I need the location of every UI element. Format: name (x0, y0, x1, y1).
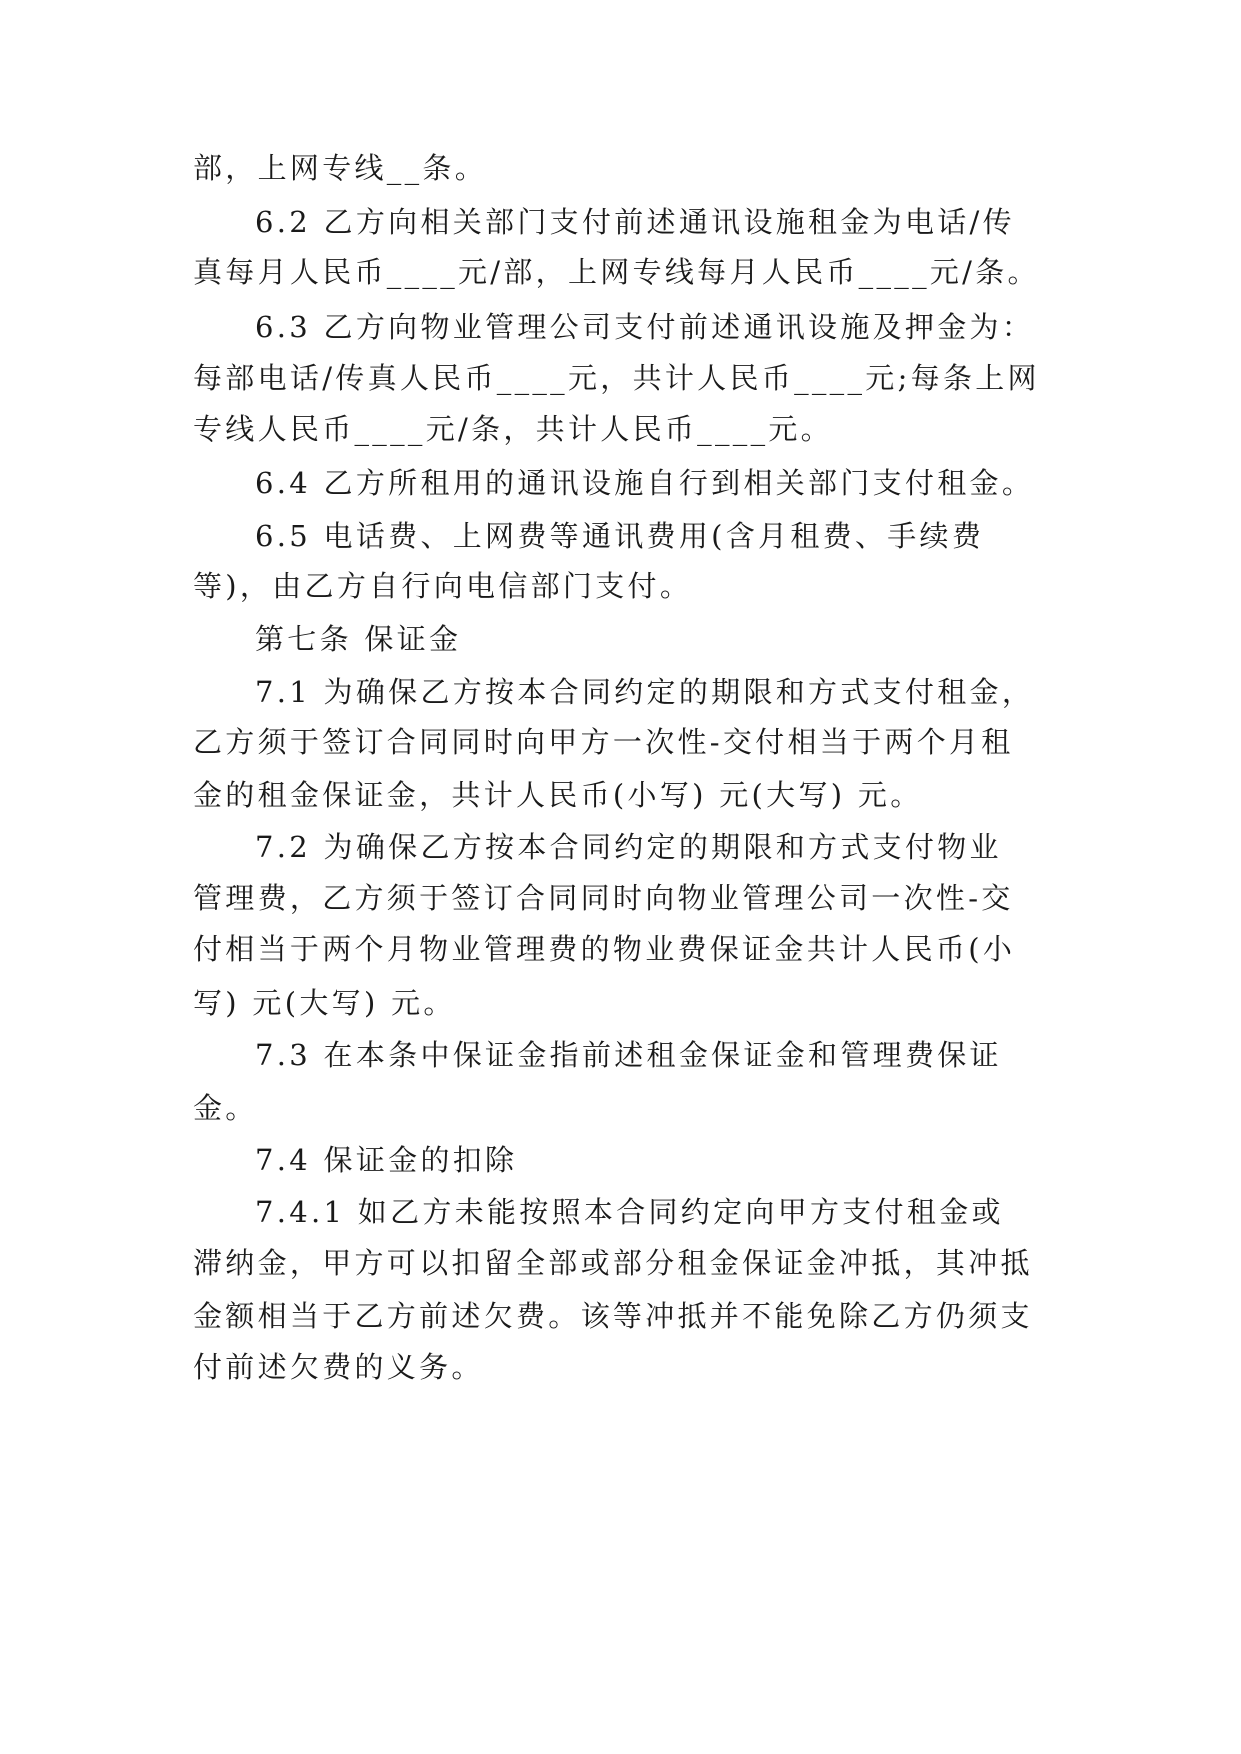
text-line: 金的租金保证金，共计人民币(小写) 元(大写) 元。 (193, 778, 923, 812)
text-line: 写) 元(大写) 元。 (193, 986, 456, 1020)
clause-6-5: 6.5 电话费、上网费等通讯费用(含月租费、手续费 (255, 519, 985, 553)
text-line: 金。 (193, 1091, 258, 1125)
text-line: 乙方须于签订合同同时向甲方一次性-交付相当于两个月租 (193, 725, 1014, 759)
text-line: 真每月人民币____元/部，上网专线每月人民币____元/条。 (193, 255, 1040, 289)
clause-7-4-1: 7.4.1 如乙方未能按照本合同约定向甲方支付租金或 (255, 1195, 1004, 1229)
text-line: 付相当于两个月物业管理费的物业费保证金共计人民币(小 (193, 932, 1016, 966)
text-line: 等)，由乙方自行向电信部门支付。 (193, 569, 693, 603)
clause-6-3: 6.3 乙方向物业管理公司支付前述通讯设施及押金为： (255, 310, 1035, 344)
text-line: 管理费，乙方须于签订合同同时向物业管理公司一次性-交 (193, 881, 1014, 915)
clause-7-4: 7.4 保证金的扣除 (255, 1143, 518, 1177)
text-line: 金额相当于乙方前述欠费。该等冲抵并不能免除乙方仍须支 (193, 1299, 1033, 1333)
clause-7-2: 7.2 为确保乙方按本合同约定的期限和方式支付物业 (255, 830, 1002, 864)
clause-6-2: 6.2 乙方向相关部门支付前述通讯设施租金为电话/传 (255, 205, 1015, 239)
text-line: 每部电话/传真人民币____元，共计人民币____元;每条上网 (193, 361, 1040, 395)
text-line: 付前述欠费的义务。 (193, 1350, 484, 1384)
text-line: 部，上网专线__条。 (193, 151, 488, 185)
clause-7-3: 7.3 在本条中保证金指前述租金保证金和管理费保证 (255, 1038, 1002, 1072)
text-line: 专线人民币____元/条，共计人民币____元。 (193, 412, 833, 446)
clause-7-1: 7.1 为确保乙方按本合同约定的期限和方式支付租金， (255, 675, 1035, 709)
article-7-heading: 第七条 保证金 (255, 622, 462, 656)
text-line: 滞纳金，甲方可以扣留全部或部分租金保证金冲抵，其冲抵 (193, 1246, 1033, 1280)
clause-6-4: 6.4 乙方所租用的通讯设施自行到相关部门支付租金。 (255, 466, 1035, 500)
